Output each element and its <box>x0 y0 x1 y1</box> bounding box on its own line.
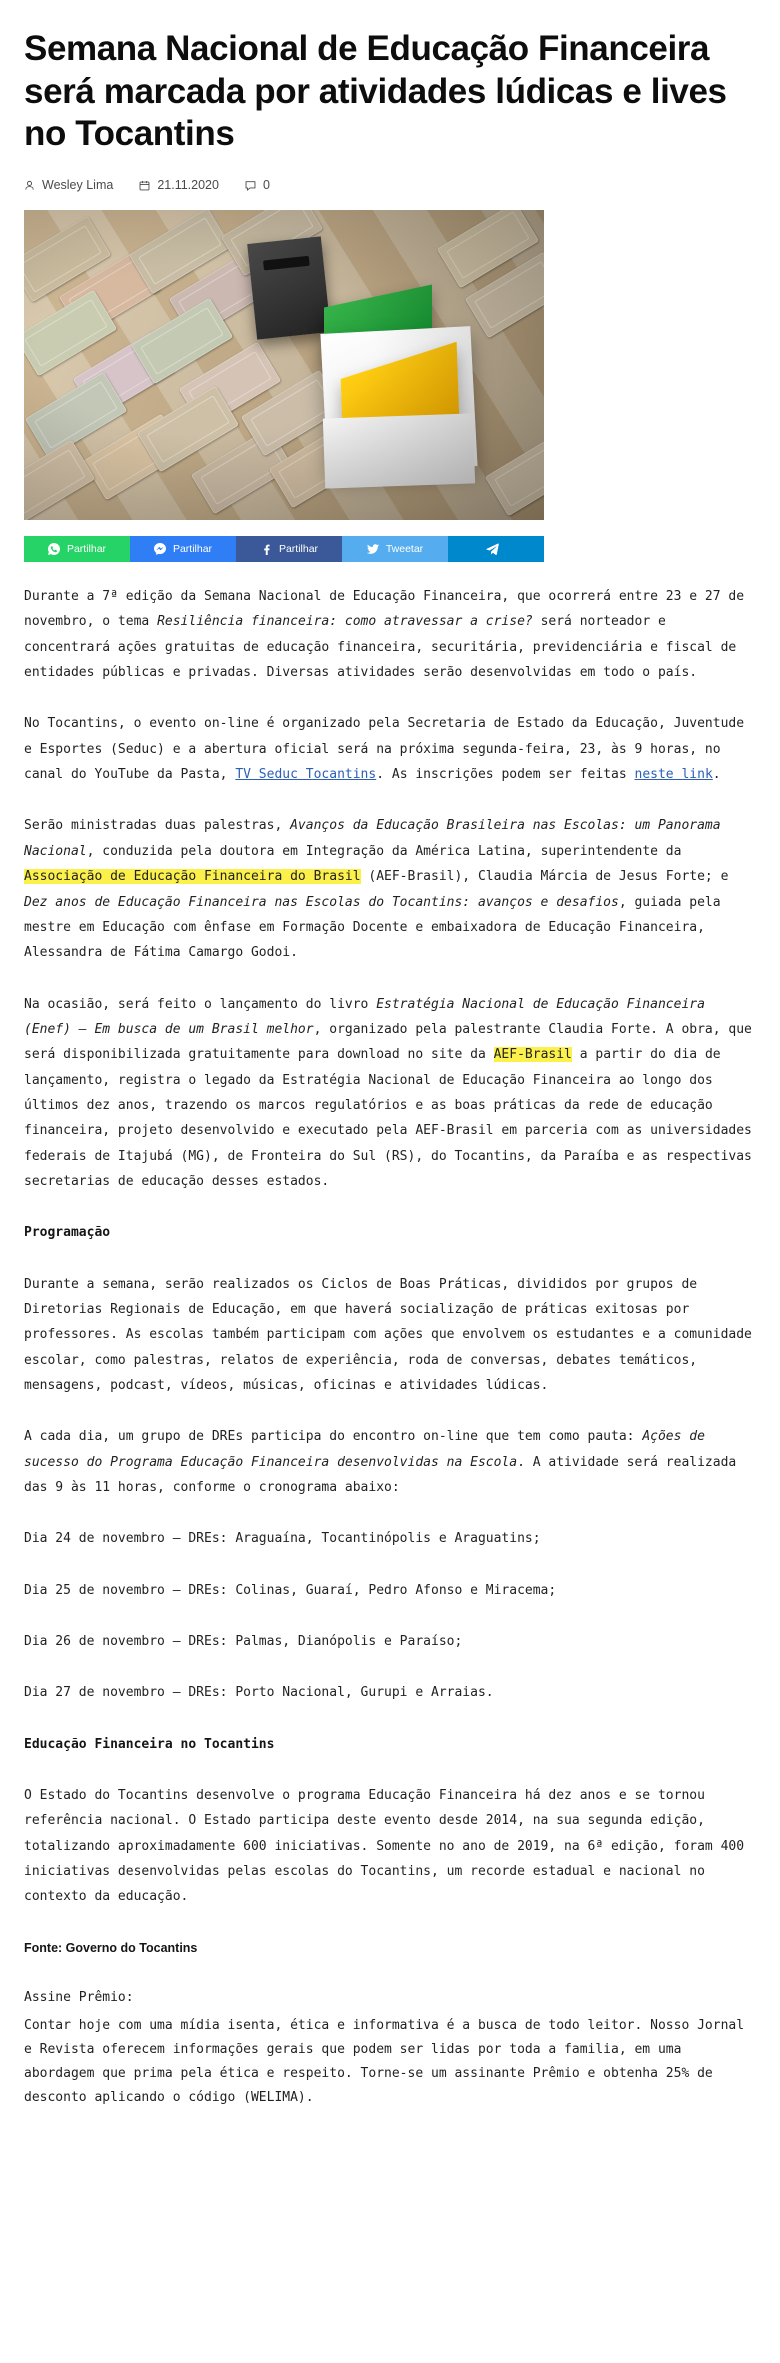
schedule-day-4: Dia 27 de novembro – DREs: Porto Nacional, Gurupi e Arraias. <box>24 1685 494 1701</box>
paragraph-2 <box>24 711 754 787</box>
promo-title: Assine Prêmio: <box>24 1990 134 2006</box>
p4-part-b: , organizado pela palestrante Claudia Forte. A obra, que será disponibilizada gratuitamente para download no site da <box>24 1021 752 1063</box>
p2-part-b: . As inscrições podem ser feitas <box>376 767 635 783</box>
paragraph-1 <box>24 584 754 685</box>
p2-part-c: . <box>712 767 721 783</box>
schedule-day-2: Dia 25 de novembro – DREs: Colinas, Guaraí, Pedro Afonso e Miracema; <box>24 1582 557 1598</box>
p4-part-a: Na ocasião, será feito o lançamento do livro <box>24 996 377 1012</box>
hero-vignette <box>24 210 544 520</box>
paragraph-5: Durante a semana, serão realizados os Ciclos de Boas Práticas, divididos por grupos de Diretorias Regionais de Educação, em que haverá socialização de práticas exitosas por professores. As escolas também participam com ações que envolvem os estudantes e a comunidade escolar, como palestras, relatos de experiência, roda de conversas, debates temáticos, mensagens, podcast, vídeos, músicas, oficinas e atividades lúdicas. <box>24 1276 752 1393</box>
p2-part-a: No Tocantins, o evento on-line é organizado pela Secretaria de Estado da Educação, Juventude e Esportes (Seduc) e a abertura oficial será na próxima segunda-feira, 23, às 9 horas, no canal do YouTube da Pasta, <box>24 716 745 783</box>
promo-text: Contar hoje com uma mídia isenta, ética e informativa é a busca de todo leitor. Nosso Jornal e Revista oferecem informações gerais que podem ser lidas por toda a familia, em uma abordagem que prima pela ética e respeito. Torne-se um assinante Prêmio e obtenha 25% de desconto aplicando o código (WELIMA). <box>24 2018 745 2106</box>
share-whatsapp-button[interactable] <box>24 536 130 562</box>
schedule-day-1: Dia 24 de novembro – DREs: Araguaína, Tocantinópolis e Araguatins; <box>24 1531 541 1547</box>
schedule-day-3: Dia 26 de novembro – DREs: Palmas, Dianópolis e Paraíso; <box>24 1634 463 1650</box>
p6-part-a: A cada dia, um grupo de DREs participa do encontro on-line que tem como pauta: <box>24 1429 643 1445</box>
hero-image <box>24 210 544 520</box>
p3-emphasis-2: Dez anos de Educação Financeira nas Escolas do Tocantins: avanços e desafios <box>24 894 619 910</box>
p3-part-b: , conduzida pela doutora em Integração da América Latina, superintendente da <box>86 843 682 859</box>
author-name: Wesley Lima <box>42 178 114 193</box>
whatsapp-icon <box>48 543 60 555</box>
page-title: Semana Nacional de Educação Financeira será marcada por atividades lúdicas e lives no Tocantins <box>24 29 727 154</box>
user-icon <box>24 180 35 191</box>
p3-emphasis-1: Avanços da Educação Brasileira nas Escolas: um Panorama Nacional <box>24 818 721 859</box>
share-whatsapp-label: Partilhar <box>66 543 107 556</box>
paragraph-4 <box>24 992 754 1195</box>
p1-part-a: Durante a 7ª edição da Semana Nacional de Educação Financeira, que ocorrerá entre 23 e 27 de novembro, o tema <box>24 589 745 630</box>
paragraph-3 <box>24 813 754 965</box>
p1-part-b: será norteador e concentrará ações gratuitas de educação financeira, securitária, previdenciária e fiscal de entidades públicas e privadas. Diversas atividades serão desenvolvidas em todo o país. <box>24 614 737 681</box>
subscription-promo <box>24 1986 754 2110</box>
link-inscricoes[interactable]: neste link <box>634 767 713 783</box>
telegram-icon <box>486 543 499 556</box>
author-meta <box>24 178 113 192</box>
calendar-icon <box>139 180 150 191</box>
p4-emphasis: Estratégia Nacional de Educação Financeira (Enef) – Em busca de um Brasil melhor <box>24 996 705 1037</box>
p3-part-a: Serão ministradas duas palestras, <box>24 818 291 834</box>
highlight-aef-brasil-link[interactable]: AEF-Brasil <box>493 1047 572 1063</box>
comment-icon <box>245 180 256 191</box>
share-bar <box>24 536 544 562</box>
source-credit: Fonte: Governo do Tocantins <box>24 1940 198 1955</box>
twitter-icon <box>367 543 379 555</box>
p4-part-c: a partir do dia de lançamento, registra o legado da Estratégia Nacional de Educação Financeira ao longo dos últimos dez anos, trazendo os marcos regulatórios e as boas práticas da rede de educação financeira, projeto desenvolvido e executado pela AEF-Brasil em parceria com as universidades federais de Itajubá (MG), de Fronteira do Sul (RS), do Tocantins, da Paraíba e as respectivas secretarias de educação desses estados. <box>24 1047 752 1189</box>
share-twitter-label: Tweetar <box>385 543 424 556</box>
share-twitter-button[interactable] <box>342 536 448 562</box>
heading-programacao: Programação <box>24 1225 111 1241</box>
comment-count: 0 <box>262 178 270 193</box>
messenger-icon <box>154 543 166 555</box>
p3-part-c: (AEF-Brasil), Claudia Márcia de Jesus Forte; e <box>360 869 729 885</box>
comments-meta <box>245 178 270 192</box>
article-body <box>24 584 754 2110</box>
p3-part-d: , guiada pela mestre em Educação com ênfase em Formação Docente e embaixadora de Educação Financeira, Alessandra de Fátima Camargo Godoi. <box>24 894 721 961</box>
p6-emphasis: Ações de sucesso do Programa Educação Financeira desenvolvidas na Escola <box>24 1429 705 1470</box>
share-messenger-button[interactable] <box>130 536 236 562</box>
share-facebook-label: Partilhar <box>278 543 319 556</box>
share-telegram-button[interactable] <box>448 536 544 562</box>
p1-emphasis: Resiliência financeira: como atravessar a crise? <box>157 614 533 630</box>
highlight-aef-brasil-name: Associação de Educação Financeira do Brasil <box>24 869 361 885</box>
facebook-icon <box>260 543 272 555</box>
date-meta <box>139 178 219 192</box>
publish-date: 21.11.2020 <box>157 178 219 193</box>
share-messenger-label: Partilhar <box>172 543 213 556</box>
paragraph-6 <box>24 1424 754 1500</box>
hero-image-wrapper <box>24 210 544 520</box>
paragraph-7: O Estado do Tocantins desenvolve o programa Educação Financeira há dez anos e se tornou referência nacional. O Estado participa deste evento desde 2014, na sua segunda edição, totalizando aproximadamente 600 iniciativas. Somente no ano de 2019, na 6ª edição, foram 400 iniciativas desenvolvidas pelas escolas do Tocantins, um recorde estadual e nacional no contexto da educação. <box>24 1788 745 1905</box>
link-tv-seduc-tocantins[interactable]: TV Seduc Tocantins <box>235 767 377 783</box>
heading-educacao-financeira: Educação Financeira no Tocantins <box>24 1736 275 1752</box>
share-facebook-button[interactable] <box>236 536 342 562</box>
p6-part-b: . A atividade será realizada das 9 às 11 horas, conforme o cronograma abaixo: <box>24 1454 737 1496</box>
article-meta <box>24 178 756 192</box>
